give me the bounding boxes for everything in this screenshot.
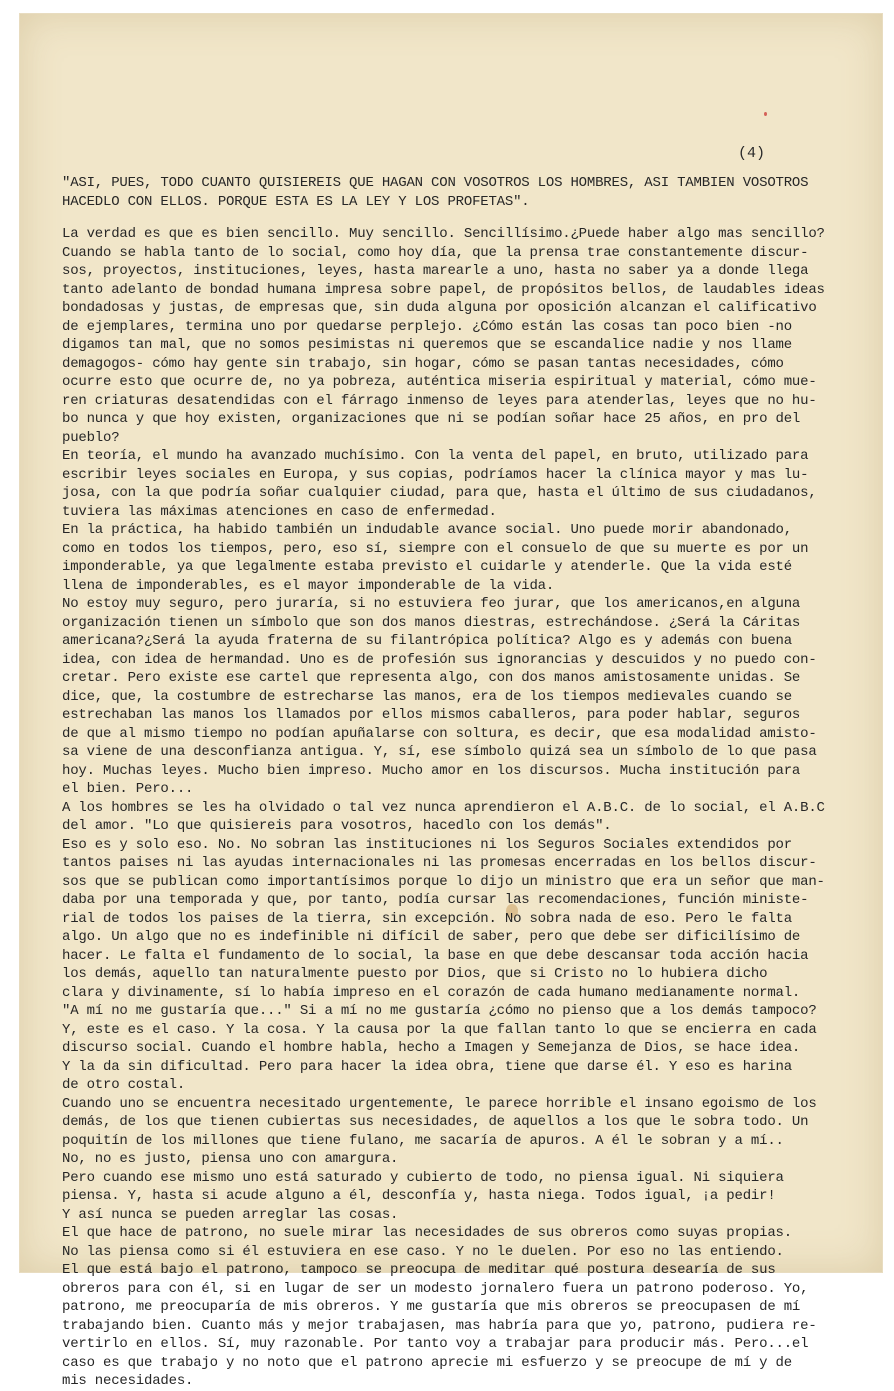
body-line: tanto adelanto de bondad humana impresa sobre papel, de propósitos bellos, de laudables ideas (62, 281, 825, 298)
body-line: idea, con idea de hermandad. Uno es de profesión sus ignorancias y descuidos y no puedo con- (62, 651, 817, 668)
body-line: patrono, me preocuparía de mis obreros. Y me gustaría que mis obreros se preocupasen de mí (62, 1299, 801, 1315)
body-line: ren criaturas desatendidas con el fárrago inmenso de leyes para atenderlas, leyes que no hu- (62, 392, 817, 409)
body-line: Eso es y solo eso. No. No sobran las instituciones ni los Seguros Sociales extendidos por (62, 836, 792, 853)
body-line: hoy. Muchas leyes. Mucho bien impreso. Mucho amor en los discursos. Mucha institución para (62, 762, 801, 779)
body-line: Pero cuando ese mismo uno está saturado y cubierto de todo, no piensa igual. Ni siquiera (62, 1169, 784, 1186)
body-line: A los hombres se les ha olvidado o tal vez nunca aprendieron el A.B.C. de lo social, el A.B.C (62, 799, 825, 816)
body-line: Y así nunca se pueden arreglar las cosas. (62, 1206, 399, 1223)
body-line: El que hace de patrono, no suele mirar las necesidades de sus obreros como suyas propias. (62, 1225, 792, 1241)
red-mark (764, 112, 767, 116)
body-line: clara y divinamente, sí lo había impreso en el corazón de cada humano medianamente normal. (62, 984, 801, 1001)
body-line: de ejemplares, termina uno por quedarse perplejo. ¿Cómo están las cosas tan poco bien -no (62, 318, 792, 335)
body-line: el bien. Pero... (62, 781, 194, 797)
body-line: mis necesidades. (62, 1373, 194, 1389)
body-line: "A mí no me gustaría que..." Si a mí no me gustaría ¿cómo no pienso que a los demás tampoco? (62, 1003, 817, 1019)
heading-line: "ASI, PUES, TODO CUANTO QUISIEREIS QUE HAGAN CON VOSOTROS LOS HOMBRES, ASI TAMBIEN VOSOTROS (62, 175, 809, 191)
body-line: piensa. Y, hasta si acude alguno a él, desconfía y, hasta niega. Todos igual, ¡a pedir! (62, 1188, 776, 1204)
body-line: llena de imponderables, es el mayor imponderable de la vida. (62, 577, 555, 594)
body-line: caso es que trabajo y no noto que el patrono aprecie mi esfuerzo y se preocupe de mí y de (62, 1354, 792, 1371)
body-line: como en todos los tiempos, pero, eso sí, siempre con el consuelo de que su muerte es por un (62, 540, 809, 557)
body-line: trabajando bien. Cuanto más y mejor trabajasen, mas habría para que yo, patrono, pudiera re- (62, 1317, 817, 1334)
body-lines (62, 225, 852, 1391)
body-line: de que al mismo tiempo no podían apuñalarse con soltura, es decir, que esa modalidad amisto- (62, 725, 817, 742)
page-number: (4) (738, 145, 766, 162)
body-line: poquitín de los millones que tiene fulano, me sacaría de apuros. A él le sobran y a mí.. (62, 1132, 784, 1149)
body-line: cretar. Pero existe ese cartel que representa algo, con dos manos amistosamente unidas. Se (62, 670, 801, 686)
body-line: daba por una temporada y que, por tanto, podía cursar las recomendaciones, función ministe- (62, 892, 809, 908)
document-body (62, 174, 852, 1391)
body-line: discurso social. Cuando el hombre habla, hecho a Imagen y Semejanza de Dios, se hace idea. (62, 1040, 801, 1056)
body-line: En teoría, el mundo ha avanzado muchísimo. Con la venta del papel, en bruto, utilizado para (62, 448, 809, 464)
body-line: No estoy muy seguro, pero juraría, si no estuviera feo jurar, que los americanos,en alguna (62, 596, 801, 612)
body-line: dice, que, la costumbre de estrecharse las manos, era de los tiempos medievales cuando se (62, 688, 792, 705)
body-line: No, no es justo, piensa uno con amargura. (62, 1151, 399, 1167)
body-line: de otro costal. (62, 1077, 186, 1093)
body-line: pueblo? (62, 429, 120, 446)
body-line: Y la da sin dificultad. Pero para hacer la idea obra, tiene que darse él. Y eso es harina (62, 1058, 792, 1075)
body-line: No las piensa como si él estuviera en ese caso. Y no le duelen. Por eso no las entiendo. (62, 1243, 784, 1260)
body-line: ocurre esto que ocurre de, no ya pobreza, auténtica miseria espiritual y material, cómo mue- (62, 374, 817, 390)
body-line: bondadosas y justas, de empresas que, sin duda alguna por oposición alcanzan el calificativo (62, 300, 817, 316)
body-line: estrechaban las manos los llamados por ellos mismos caballeros, para poder hablar, seguros (62, 707, 801, 723)
body-line: imponderable, ya que legalmente estaba previsto el cuidarle y atenderle. Que la vida esté (62, 559, 792, 575)
body-line: los demás, aquello tan naturalmente puesto por Dios, que si Cristo no lo hubiera dicho (62, 966, 768, 982)
heading-line: HACEDLO CON ELLOS. PORQUE ESTA ES LA LEY Y LOS PROFETAS". (62, 193, 530, 210)
body-line: rial de todos los paises de la tierra, sin excepción. No sobra nada de eso. Pero le falta (62, 910, 792, 927)
body-line: Cuando uno se encuentra necesitado urgentemente, le parece horrible el insano egoismo de los (62, 1095, 817, 1112)
body-line: sos que se publican como importantísimos porque lo dijo un ministro que era un señor que man- (62, 873, 825, 890)
body-line: josa, con la que podría soñar cualquier ciudad, para que, hasta el último de sus ciudadanos, (62, 485, 817, 501)
body-line: escribir leyes sociales en Europa, y sus copias, podríamos hacer la clínica mayor y mas lu- (62, 466, 809, 483)
body-line: sa viene de una desconfianza antigua. Y, sí, ese símbolo quizá sea un símbolo de lo que pasa (62, 744, 817, 760)
body-line: Y, este es el caso. Y la cosa. Y la causa por la que fallan tanto lo que se encierra en cada (62, 1021, 817, 1038)
body-line: La verdad es que es bien sencillo. Muy sencillo. Sencillísimo.¿Puede haber algo mas sencillo? (62, 226, 825, 242)
body-line: obreros para con él, si en lugar de ser un modesto jornalero fuera un patrono poderoso. Yo, (62, 1280, 809, 1297)
body-line: digamos tan mal, que no somos pesimistas ni queremos que se escandalice nadie y nos llame (62, 337, 792, 353)
body-line: En la práctica, ha habido también un indudable avance social. Uno puede morir abandonado, (62, 522, 792, 538)
body-line: americana?¿Será la ayuda fraterna de su filantrópica política? Algo es y además con buena (62, 633, 792, 649)
body-line: organización tienen un símbolo que son dos manos diestras, estrechándose. ¿Será la Cáritas (62, 614, 801, 631)
body-line: bo nunca y que hoy existen, organizaciones que ni se podían soñar hace 25 años, en pro del (62, 411, 801, 427)
body-line: del amor. "Lo que quisiereis para vosotros, hacedlo con los demás". (62, 818, 612, 834)
body-line: tantos paises ni las ayudas internacionales ni las promesas encerradas en los bellos discur- (62, 855, 817, 871)
body-line: sos, proyectos, instituciones, leyes, hasta marearle a uno, hasta no saber ya a donde llega (62, 263, 809, 279)
body-line: tuviera las máximas atenciones en caso de enfermedad. (62, 503, 497, 520)
body-line: hacer. Le falta el fundamento de lo social, la base en que debe descansar toda acción hacia (62, 947, 809, 964)
body-line: Cuando se habla tanto de lo social, como hoy día, que la prensa trae constantemente discur- (62, 244, 809, 261)
body-line: vertirlo en ellos. Sí, muy razonable. Por tanto voy a trabajar para producir más. Pero...el (62, 1336, 809, 1352)
body-line: algo. Un algo que no es indefinible ni difícil de saber, pero que debe ser dificilísimo de (62, 929, 801, 945)
body-line: El que está bajo el patrono, tampoco se preocupa de meditar qué postura desearía de sus (62, 1262, 776, 1278)
body-line: demagogos- cómo hay gente sin trabajo, sin hogar, cómo se pasan tantas necesidades, cómo (62, 355, 784, 372)
body-line: demás, de los que tienen cubiertas sus necesidades, de aquellos a los que le sobra todo. Un (62, 1114, 809, 1130)
